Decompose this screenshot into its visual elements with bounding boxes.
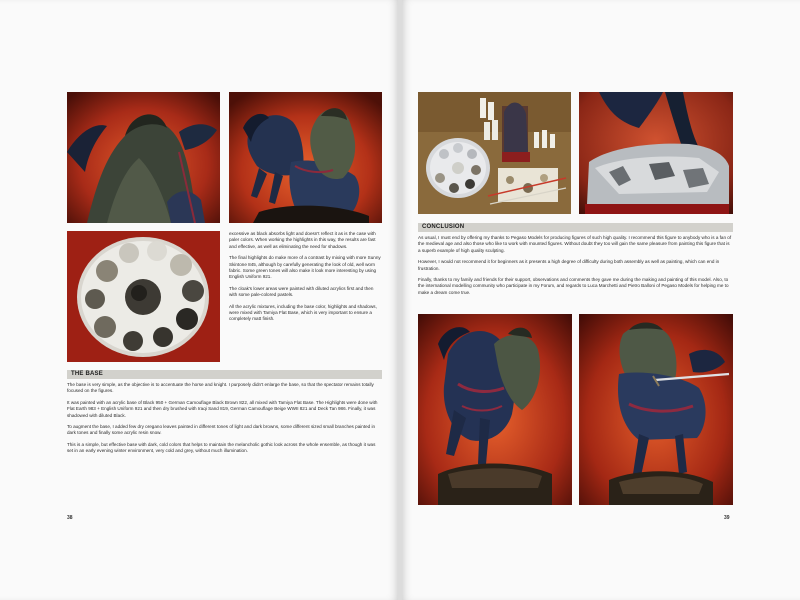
intro-paragraph: All the acrylic mixtures, including the base color, highlights and shadows, were mixed with Tamiya Flat Base, which is very important to ensure a completely matt finish. — [229, 303, 377, 322]
photo-base-closeup — [579, 92, 733, 214]
conclusion-heading-bar — [418, 223, 733, 232]
conclusion-text-block — [418, 235, 733, 301]
photo-horse-front — [418, 314, 572, 505]
photo-paint-palette — [67, 231, 220, 362]
base-text-block — [67, 382, 382, 460]
photo-workbench — [418, 92, 571, 214]
conclusion-paragraph: As usual, I must end by offering my thanks to Pegaso Models for producing figures of such high quality. I recommend this figure to anybody who is a fan of the medieval age and also those who like to work with mounted figures. Without doubt they too will gain the same pleasure from painting this figure that is a superb example of high quality sculpting. — [418, 235, 732, 253]
base-paragraph: This is a simple, but effective base with dark, cold colors that helps to maintain the melancholic gothic look across the whole ensemble, as though it was set in an early evening winter environment, very cold and grey, without much illumination. — [67, 441, 376, 454]
photo-rearing-horse — [229, 92, 382, 223]
photo-knight-sword — [579, 314, 733, 505]
conclusion-paragraph: Finally, thanks to my family and friends for their support, observations and comments they gave me during the making and painting of this model. Also, to the international modelling community who participate in my Forum, and regards to Luca Marchetti and Pietro Balloni of Pegaso Models for helping me to make a dream come true. — [418, 277, 729, 295]
intro-text-column — [229, 231, 382, 328]
base-paragraph: It was painted with an acrylic base of Black 950 + German Camouflage Black Brown 822, all mixed with Tamiya Flat Base. The Highlights were done with Flat Earth 983 + English Uniform 921 and then dry brushed with Iraqi Sand 819, German Camouflage Beige WWII 821 and Deck Tan 986. Finally, it was shadowed with diluted Black. — [67, 399, 378, 418]
intro-paragraph: The cloak's lower areas were painted with diluted acrylics first and then with some pale-colored pastels. — [229, 285, 374, 298]
right-page — [402, 0, 800, 600]
photo-knight-back — [67, 92, 220, 223]
base-paragraph: The base is very simple, as the objective is to accentuate the horse and knight. I purposely didn't enlarge the base, so that the spectator remains totally focused on the figures. — [67, 382, 374, 394]
page-number-right: 39 — [724, 515, 730, 521]
base-paragraph: To augment the base, I added few dry oregano leaves painted in different tones of light and dark browns, some different sized small branches painted in dark tones and finally some acrylic resin snow. — [67, 424, 376, 436]
intro-paragraph: The final highlights do make more of a contrast by mixing with more Sunny Skintone 845, although by carefully generating the look of old, well worn fabric. Some green tones will also make it look more interesting by using English Uniform 921. — [229, 255, 381, 280]
base-heading-bar — [67, 370, 382, 379]
conclusion-heading: CONCLUSION — [422, 224, 465, 230]
base-heading: THE BASE — [71, 371, 103, 377]
page-number-left: 38 — [67, 515, 73, 521]
intro-paragraph: excessive as black absorbs light and doesn't reflect it as is the case with paler colors. When working the highlights in this way, the results are fast and effective, as well as eliminating the need for shadows. — [229, 231, 376, 249]
conclusion-paragraph: However, I would not recommend it for beginners as it presents a high degree of difficulty during both assembly as well as painting, which can end in frustration. — [418, 259, 720, 271]
left-page — [0, 0, 398, 600]
